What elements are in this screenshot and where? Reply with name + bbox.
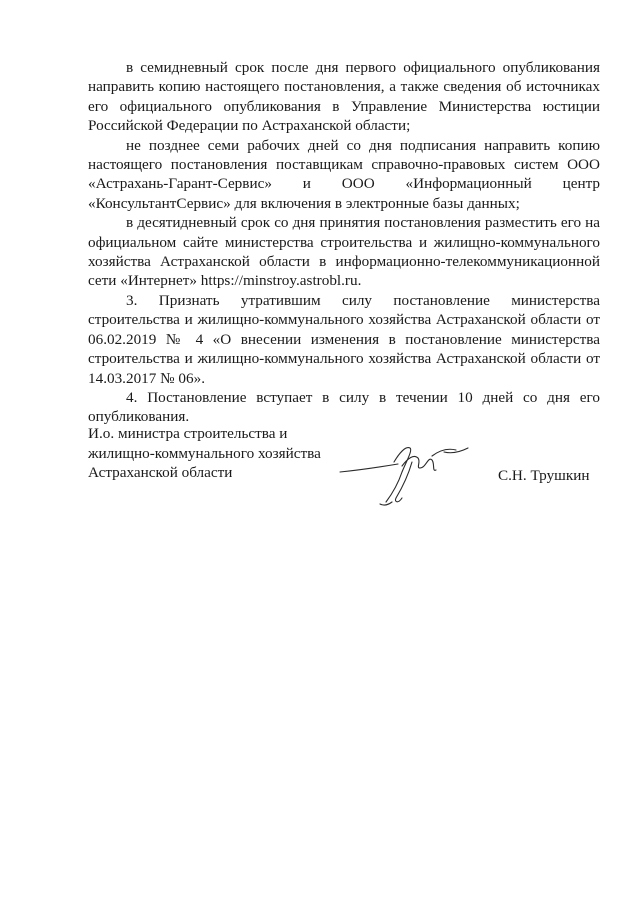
signer-name: С.Н. Трушкин — [498, 467, 590, 484]
handwritten-signature — [336, 432, 486, 512]
document-body — [88, 58, 600, 427]
paragraph-legal-systems: не позднее семи рабочих дней со дня подписания направить копию настоящего постановления поставщикам справочно-правовых систем ООО «Астрахань-Гарант-Сервис» и ООО «Информационный центр «КонсультантСервис» для включения в электронные базы данных; — [88, 136, 600, 212]
paragraph-item-3-repeal: 3. Признать утратившим силу постановление министерства строительства и жилищно-коммунального хозяйства Астраханской области от 06.02.2019 № 4 «О внесении изменения в постановление министерства строительства и жилищно-коммунального хозяйства Астраханской области от 14.03.2017 № 06». — [88, 291, 600, 387]
signatory-title — [88, 424, 338, 483]
paragraph-publication-copy: в семидневный срок после дня первого официального опубликования направить копию настоящего постановления, а также сведения об источниках его официального опубликования в Управление Министерства юстиции Российской Федерации по Астраханской области; — [88, 59, 600, 135]
signatory-title-line: Астраханской области — [88, 464, 233, 482]
paragraph-item-4-effective: 4. Постановление вступает в силу в течении 10 дней со дня его опубликования. — [88, 388, 600, 426]
signatory-title-line: жилищно-коммунального хозяйства — [88, 444, 321, 462]
paragraph-website-posting: в десятидневный срок со дня принятия постановления разместить его на официальном сайте министерства строительства и жилищно-коммунального хозяйства Астраханской области в информационно-телекоммуникационной сети «Интернет» https://minstroy.astrobl.ru. — [88, 214, 600, 290]
signatory-title-line: И.о. министра строительства и — [88, 425, 288, 442]
